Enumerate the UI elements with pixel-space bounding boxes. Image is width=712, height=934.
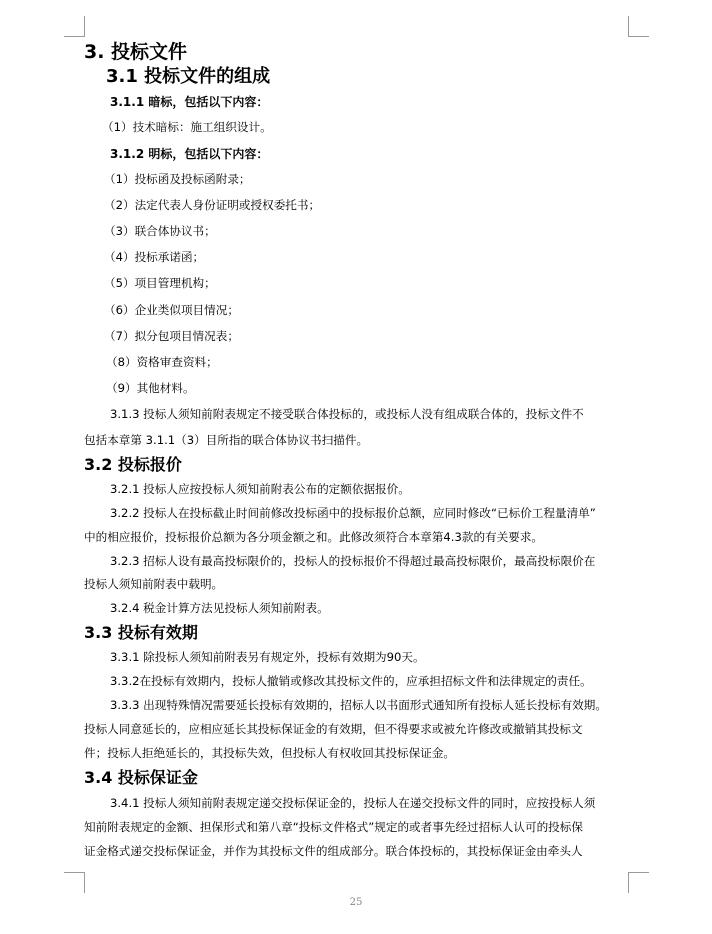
clause-3-2-2-line: 3.2.2 投标人在投标截止时间前修改投标函中的投标报价总额，应同时修改“已标价工程量清单” xyxy=(110,506,596,520)
anbiao-item: （1）技术暗标：施工组织设计。 xyxy=(102,120,272,134)
clause-3-1-2-heading: 3.1.2 明标，包括以下内容： xyxy=(110,147,269,161)
clause-3-1-3-line: 包括本章第 3.1.1（3）目所指的联合体协议书扫描件。 xyxy=(84,433,369,447)
section-3-heading: 3. 投标文件 xyxy=(84,41,188,63)
clause-3-2-3-line: 投标人须知前附表中载明。 xyxy=(84,577,224,591)
clause-3-2-4: 3.2.4 税金计算方法见投标人须知前附表。 xyxy=(110,601,329,615)
mingbiao-item: （1）投标函及投标函附录； xyxy=(104,172,251,186)
clause-3-2-1: 3.2.1 投标人应按投标人须知前附表公布的定额依据报价。 xyxy=(110,482,410,496)
clause-3-3-3-line: 3.3.3 出现特殊情况需要延长投标有效期的，招标人以书面形式通知所有投标人延长投标有效期。 xyxy=(110,698,607,712)
mingbiao-item: （5）项目管理机构； xyxy=(104,276,216,290)
section-3-2-heading: 3.2 投标报价 xyxy=(84,455,182,474)
clause-3-4-1-line: 3.4.1 投标人须知前附表规定递交投标保证金的，投标人在递交投标文件的同时，应按投标人须 xyxy=(110,796,596,810)
mingbiao-item: （3）联合体协议书； xyxy=(104,224,216,238)
mingbiao-item: （2）法定代表人身份证明或授权委托书； xyxy=(104,198,321,212)
clause-3-4-1-line: 知前附表规定的金额、担保形式和第八章“投标文件格式”规定的或者事先经过招标人认可的投标保 xyxy=(84,820,583,834)
crop-mark-bottom-right xyxy=(628,872,649,893)
clause-3-3-1: 3.3.1 除投标人须知前附表另有规定外，投标有效期为90天。 xyxy=(110,650,425,664)
clause-3-3-3-line: 件；投标人拒绝延长的，其投标失效，但投标人有权收回其投标保证金。 xyxy=(84,746,456,760)
section-3-4-heading: 3.4 投标保证金 xyxy=(84,768,198,787)
clause-3-1-1-heading: 3.1.1 暗标，包括以下内容： xyxy=(110,95,269,109)
section-3-1-heading: 3.1 投标文件的组成 xyxy=(106,66,271,87)
clause-3-2-3-line: 3.2.3 招标人设有最高投标限价的，投标人的投标报价不得超过最高投标限价，最高投标限价在 xyxy=(110,554,596,568)
clause-3-4-1-line: 证金格式递交投标保证金，并作为其投标文件的组成部分。联合体投标的，其投标保证金由牵头人 xyxy=(84,844,583,858)
mingbiao-item: （8）资格审查资料； xyxy=(106,355,218,369)
crop-mark-bottom-left xyxy=(64,872,85,893)
mingbiao-item: （9）其他材料。 xyxy=(106,381,195,395)
mingbiao-item: （6）企业类似项目情况； xyxy=(104,303,239,317)
clause-3-3-2: 3.3.2在投标有效期内，投标人撤销或修改其投标文件的，应承担招标文件和法律规定的责任。 xyxy=(110,674,592,688)
clause-3-2-2-line: 中的相应报价，投标报价总额为各分项金额之和。此修改须符合本章第4.3款的有关要求。 xyxy=(84,530,544,544)
mingbiao-item: （7）拟分包项目情况表； xyxy=(104,329,239,343)
clause-3-1-3-line: 3.1.3 投标人须知前附表规定不接受联合体投标的，或投标人没有组成联合体的，投标文件不 xyxy=(110,407,584,421)
mingbiao-item: （4）投标承诺函； xyxy=(104,250,205,264)
clause-3-3-3-line: 投标人同意延长的，应相应延长其投标保证金的有效期，但不得要求或被允许修改或撤销其投标文 xyxy=(84,722,583,736)
crop-mark-top-left xyxy=(64,16,85,37)
section-3-3-heading: 3.3 投标有效期 xyxy=(84,623,198,642)
page-number: 25 xyxy=(349,897,363,908)
crop-mark-top-right xyxy=(628,16,649,37)
